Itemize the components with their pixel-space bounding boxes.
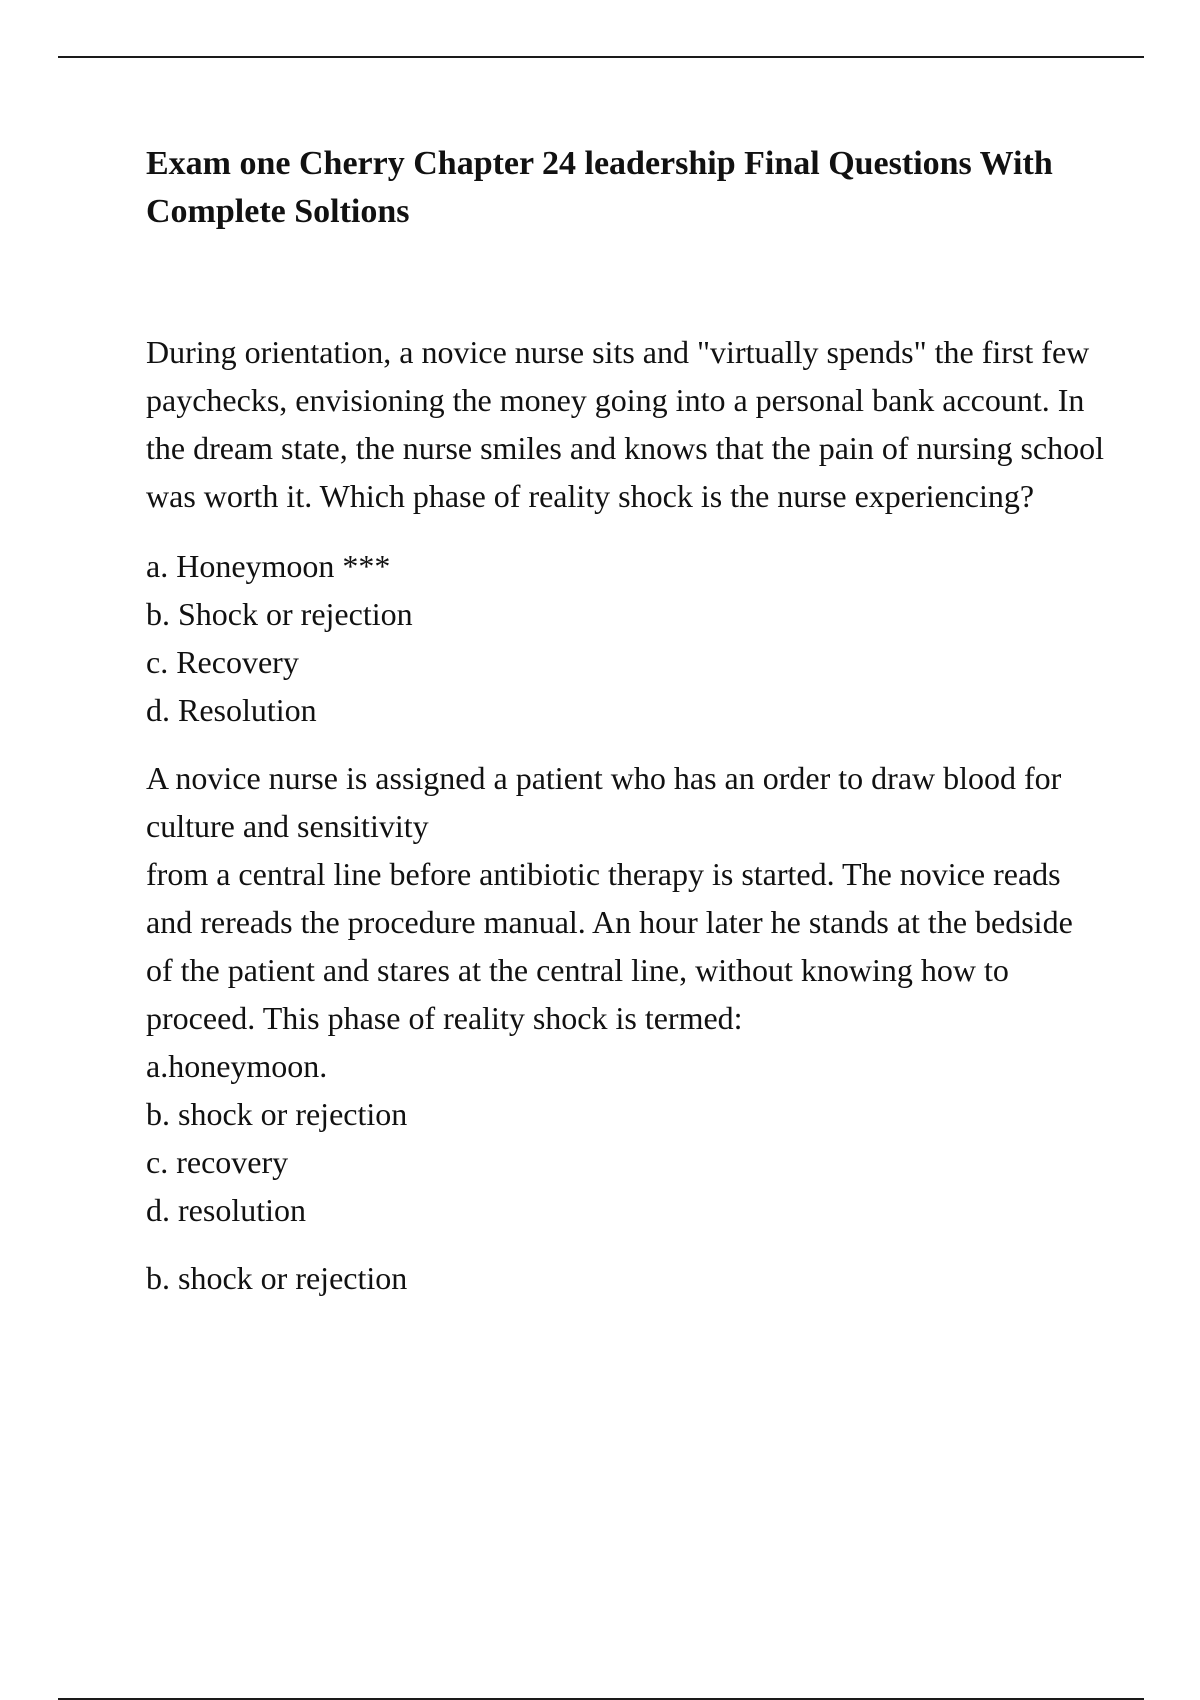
question-1-option-d: d. Resolution <box>146 692 317 728</box>
question-2 <box>146 754 1106 1302</box>
question-1-options <box>146 542 1106 734</box>
question-1-option-b: b. Shock or rejection <box>146 596 413 632</box>
question-2-text-line-2: from a central line before antibiotic therapy is started. The novice reads and rereads the procedure manual. An hour later he stands at the bedside of the patient and stares at the central line, without knowing how to proceed. This phase of reality shock is termed: <box>146 856 1073 1036</box>
document-body <box>146 140 1106 1302</box>
question-1-option-a: a. Honeymoon *** <box>146 548 391 584</box>
question-2-option-d: d. resolution <box>146 1192 306 1228</box>
question-1-option-c: c. Recovery <box>146 644 299 680</box>
question-2-option-c: c. recovery <box>146 1144 289 1180</box>
question-2-text-line-1: A novice nurse is assigned a patient who has an order to draw blood for culture and sensitivity <box>146 760 1062 844</box>
top-divider <box>58 56 1144 58</box>
question-2-option-b: b. shock or rejection <box>146 1096 408 1132</box>
question-2-answer: b. shock or rejection <box>146 1260 408 1296</box>
question-2-text <box>146 754 1106 1042</box>
question-1-text: During orientation, a novice nurse sits and "virtually spends" the first few paychecks, envisioning the money going into a personal bank account. In the dream state, the nurse smiles and knows that the pain of nursing school was worth it. Which phase of reality shock is the nurse experiencing? <box>146 334 1105 514</box>
question-2-options <box>146 1042 1106 1234</box>
question-2-option-a: a.honeymoon. <box>146 1048 328 1084</box>
document-title: Exam one Cherry Chapter 24 leadership Final Questions With Complete Soltions <box>146 145 1053 230</box>
